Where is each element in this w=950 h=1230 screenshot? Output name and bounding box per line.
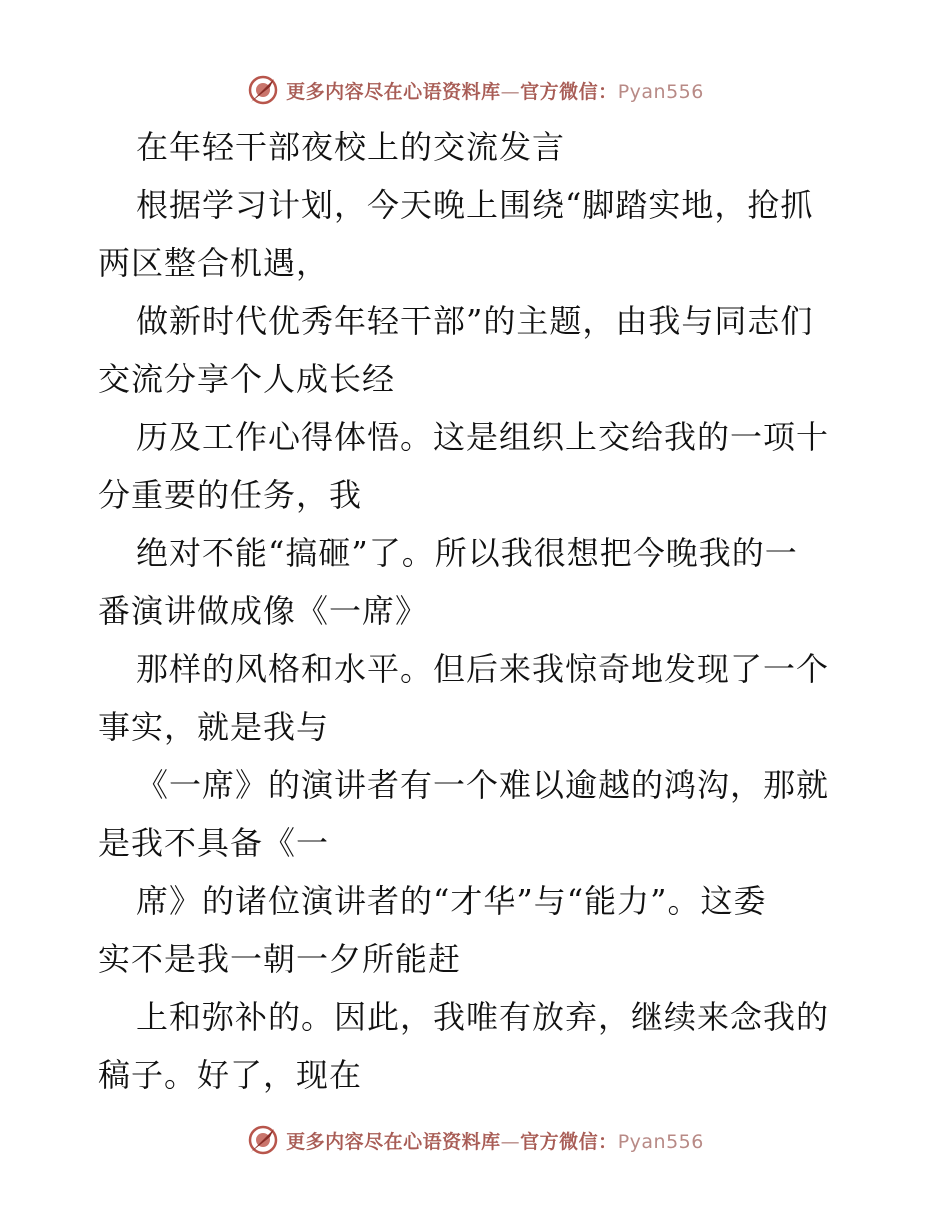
text-line: 历及工作心得体悟。这是组织上交给我的一项十 <box>136 418 830 456</box>
footer-wechat-id: Pyan556 <box>617 1130 704 1153</box>
header-watermark-banner <box>0 70 950 110</box>
text-line: 稿子。好了，现在 <box>98 1056 363 1094</box>
text-line: 《一席》的演讲者有一个难以逾越的鸿沟，那就 <box>136 766 830 804</box>
quill-pen-logo-icon <box>246 73 280 107</box>
text-line: 上和弥补的。因此，我唯有放弃，继续来念我的 <box>136 998 830 1036</box>
footer-site-text: 更多内容尽在心语资料库 <box>286 1130 501 1153</box>
footer-wechat-label: 官方微信： <box>520 1130 618 1153</box>
header-banner-text <box>286 77 704 104</box>
text-line: 交流分享个人成长经 <box>98 360 396 398</box>
text-line: 分重要的任务，我 <box>98 476 363 514</box>
text-line: 番演讲做成像《一席》 <box>98 592 429 630</box>
header-wechat-id: Pyan556 <box>617 80 704 103</box>
document-title: 在年轻干部夜校上的交流发言 <box>136 128 566 166</box>
quill-pen-logo-icon <box>246 1123 280 1157</box>
header-wechat-label: 官方微信： <box>520 80 618 103</box>
footer-banner-text <box>286 1127 704 1154</box>
text-line: 根据学习计划，今天晚上围绕“脚踏实地，抢抓 <box>136 186 814 224</box>
text-line: 事实，就是我与 <box>98 708 330 746</box>
text-line: 绝对不能“搞砸”了。所以我很想把今晚我的一 <box>136 534 798 572</box>
text-line: 两区整合机遇， <box>98 244 330 282</box>
text-line: 那样的风格和水平。但后来我惊奇地发现了一个 <box>136 650 830 688</box>
text-line: 做新时代优秀年轻干部”的主题，由我与同志们 <box>136 302 814 340</box>
text-line: 席》的诸位演讲者的“才华”与“能力”。这委 <box>136 882 767 920</box>
text-line: 是我不具备《一 <box>98 824 330 862</box>
header-site-text: 更多内容尽在心语资料库 <box>286 80 501 103</box>
header-separator: — <box>500 80 521 103</box>
document-body <box>98 118 858 1104</box>
text-line: 实不是我一朝一夕所能赶 <box>98 940 462 978</box>
footer-watermark-banner <box>0 1120 950 1160</box>
footer-separator: — <box>500 1130 521 1153</box>
